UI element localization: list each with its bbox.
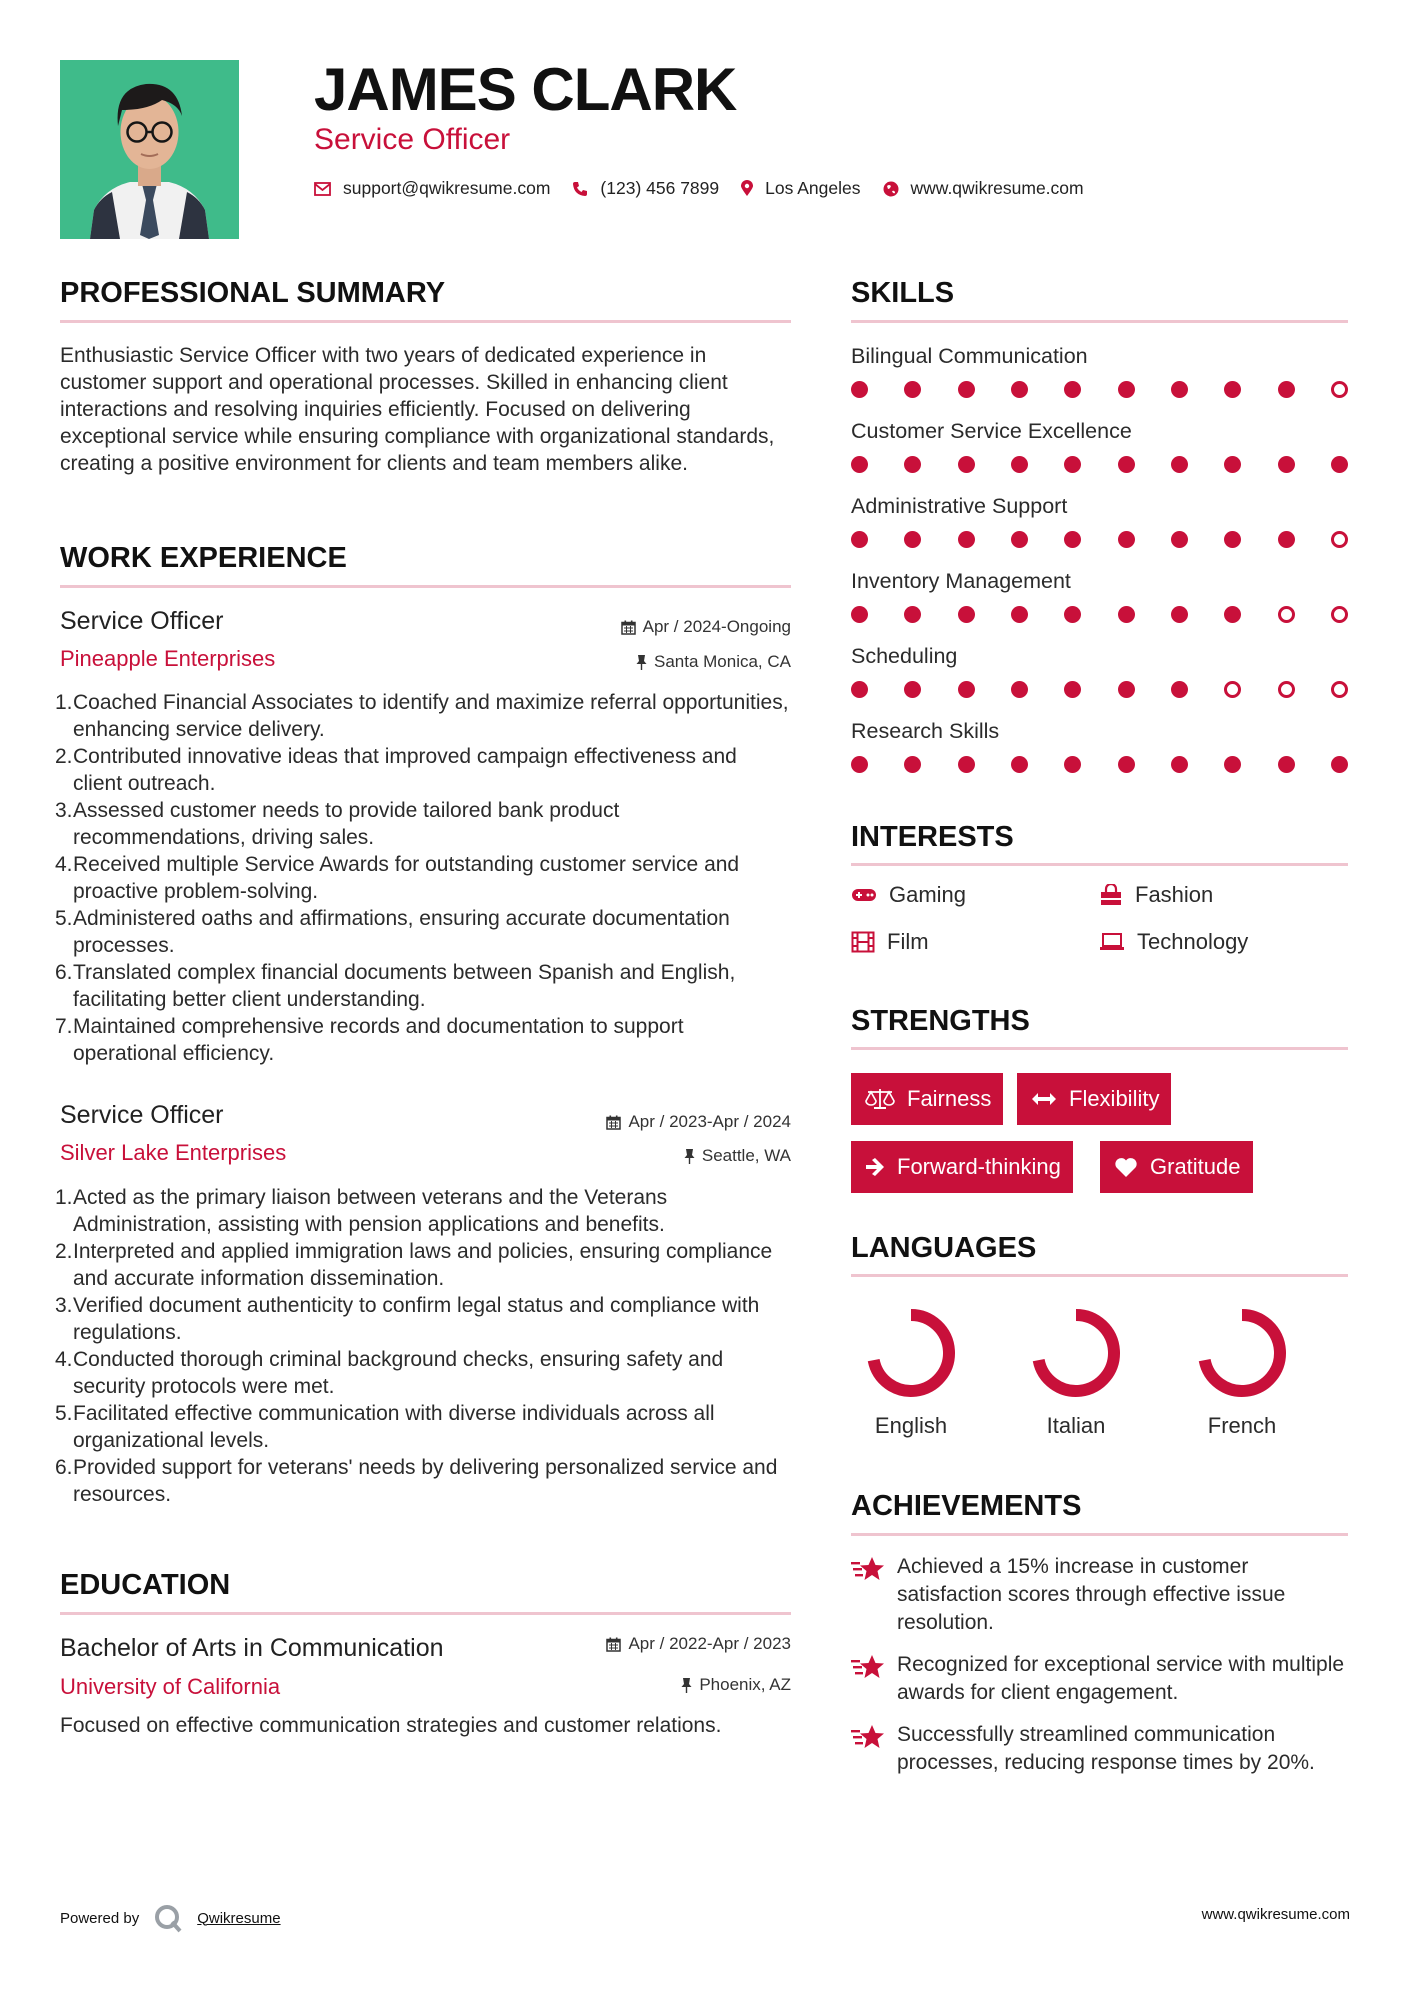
language-ring — [1187, 1298, 1297, 1408]
laptop-icon — [1099, 932, 1125, 952]
interest-gaming — [851, 882, 966, 908]
job-company: Pineapple Enterprises — [60, 646, 276, 671]
arrow-right-icon — [865, 1158, 885, 1176]
skill-dot-filled — [1011, 681, 1028, 698]
skill-dot-filled — [1118, 606, 1135, 623]
shopping-bag-icon — [1099, 884, 1123, 906]
skill-dot-filled — [904, 681, 921, 698]
envelope-icon — [314, 182, 331, 196]
skill-dot-filled — [1278, 381, 1295, 398]
job-dates-text: Apr / 2024-Ongoing — [642, 617, 791, 636]
skill-dot-filled — [1278, 456, 1295, 473]
skill-dot-filled — [1331, 756, 1348, 773]
interest-film — [851, 929, 929, 955]
balance-scale-icon — [865, 1088, 895, 1110]
star-icon — [851, 1553, 887, 1637]
education-location — [520, 1674, 791, 1696]
achievement-item — [851, 1651, 1348, 1707]
language-progress-arc — [1039, 1315, 1114, 1391]
contact-website[interactable]: www.qwikresume.com — [910, 178, 1084, 198]
experience-heading: WORK EXPERIENCE — [60, 542, 347, 574]
skill-dot-empty — [1278, 681, 1295, 698]
job-dates — [520, 616, 791, 638]
qwikresume-logo-icon — [153, 1903, 183, 1933]
interests-heading: INTERESTS — [851, 821, 1014, 853]
skill-label: Research Skills — [851, 719, 1000, 743]
job-title: Service Officer — [60, 607, 224, 635]
skill-rating — [851, 456, 1348, 473]
skill-label: Bilingual Communication — [851, 344, 1088, 368]
skill-dot-empty — [1331, 681, 1348, 698]
strength-label: Gratitude — [1150, 1154, 1241, 1179]
job-dates-text: Apr / 2023-Apr / 2024 — [628, 1112, 791, 1131]
skill-dot-filled — [1171, 381, 1188, 398]
job-location — [520, 651, 791, 673]
contact-phone[interactable]: (123) 456 7899 — [600, 178, 720, 198]
skill-dot-filled — [1171, 756, 1188, 773]
skill-dot-filled — [1118, 381, 1135, 398]
achievements-divider — [851, 1533, 1348, 1536]
powered-by-text: Powered by — [60, 1909, 140, 1927]
skill-dot-filled — [1224, 381, 1241, 398]
strengths-heading: STRENGTHS — [851, 1005, 1030, 1037]
skill-dot-filled — [851, 531, 868, 548]
skill-item — [851, 718, 1348, 793]
skills-list — [851, 343, 1348, 793]
portrait-image — [60, 60, 239, 239]
skill-dot-filled — [1118, 756, 1135, 773]
education-dates-text: Apr / 2022-Apr / 2023 — [628, 1634, 791, 1653]
job-location — [520, 1145, 791, 1167]
skill-dot-filled — [1118, 531, 1135, 548]
skill-dot-filled — [904, 606, 921, 623]
achievement-text: Recognized for exceptional service with multiple awards for client engagement. — [897, 1653, 1345, 1704]
skill-dot-filled — [1278, 531, 1295, 548]
footer-powered-by — [60, 1903, 281, 1933]
strength-forward-thinking — [851, 1141, 1073, 1193]
profile-photo — [60, 60, 239, 239]
interest-label: Technology — [1137, 929, 1249, 954]
skill-dot-filled — [958, 756, 975, 773]
education-dates — [520, 1633, 791, 1655]
list-item: 2. Contributed innovative ideas that improved campaign effectiveness and client outreach. — [55, 745, 737, 795]
skill-dot-filled — [851, 756, 868, 773]
strength-gratitude — [1100, 1141, 1253, 1193]
skill-rating — [851, 531, 1348, 548]
education-location-text: Phoenix, AZ — [699, 1675, 791, 1694]
language-ring — [856, 1298, 966, 1408]
language-label: French — [1207, 1413, 1277, 1438]
skill-dot-filled — [1331, 456, 1348, 473]
language-label: Italian — [1046, 1413, 1106, 1438]
skill-rating — [851, 381, 1348, 398]
skill-label: Customer Service Excellence — [851, 419, 1132, 443]
candidate-title: Service Officer — [314, 123, 511, 156]
candidate-name: JAMES CLARK — [314, 56, 737, 123]
skill-dot-filled — [904, 381, 921, 398]
interests-divider — [851, 863, 1348, 866]
skill-dot-filled — [851, 606, 868, 623]
skill-item — [851, 568, 1348, 643]
languages-heading: LANGUAGES — [851, 1232, 1037, 1264]
skill-dot-filled — [1171, 531, 1188, 548]
list-item: 2. Interpreted and applied immigration laws and policies, ensuring compliance and accurate information dissemination. — [55, 1240, 773, 1290]
strength-label: Fairness — [907, 1086, 992, 1111]
strength-flexibility — [1017, 1073, 1171, 1125]
contact-email[interactable]: support@qwikresume.com — [343, 178, 551, 198]
skill-dot-filled — [1224, 456, 1241, 473]
skill-dot-empty — [1331, 531, 1348, 548]
pushpin-icon — [681, 1677, 692, 1693]
phone-icon — [572, 181, 588, 197]
pushpin-icon — [684, 1148, 695, 1164]
calendar-icon — [621, 620, 636, 635]
skill-dot-filled — [1224, 606, 1241, 623]
job-location-text: Seattle, WA — [701, 1146, 791, 1165]
list-item: 4. Conducted thorough criminal background checks, ensuring safety and security protocols were met. — [55, 1348, 724, 1398]
list-item: 7. Maintained comprehensive records and documentation to support operational efficiency. — [55, 1015, 684, 1065]
skill-dot-filled — [1011, 606, 1028, 623]
language-label: English — [874, 1413, 948, 1438]
pushpin-icon — [636, 654, 647, 670]
calendar-icon — [606, 1637, 621, 1652]
languages-divider — [851, 1274, 1348, 1277]
skill-dot-filled — [1171, 606, 1188, 623]
achievements-heading: ACHIEVEMENTS — [851, 1490, 1082, 1522]
job-title: Service Officer — [60, 1101, 224, 1129]
skill-item — [851, 418, 1348, 493]
language-progress-arc — [1205, 1315, 1280, 1391]
list-item: 1. Coached Financial Associates to identify and maximize referral opportunities, enhancing service delivery. — [55, 691, 789, 741]
skill-dot-empty — [1224, 681, 1241, 698]
contact-location: Los Angeles — [765, 178, 861, 198]
skill-dot-filled — [1011, 756, 1028, 773]
strength-fairness — [851, 1073, 1003, 1125]
achievement-item — [851, 1721, 1348, 1777]
skill-item — [851, 343, 1348, 418]
experience-divider — [60, 585, 791, 588]
gamepad-icon — [851, 887, 877, 903]
film-icon — [851, 931, 875, 953]
skill-dot-filled — [904, 456, 921, 473]
list-item: 5. Facilitated effective communication with diverse individuals across all organizational levels. — [55, 1402, 715, 1452]
skill-item — [851, 643, 1348, 718]
skill-dot-filled — [851, 381, 868, 398]
summary-heading: PROFESSIONAL SUMMARY — [60, 277, 446, 309]
skill-dot-filled — [1064, 606, 1081, 623]
arrows-horizontal-icon — [1031, 1092, 1057, 1106]
job-dates — [520, 1111, 791, 1133]
skill-dot-filled — [1011, 531, 1028, 548]
skill-dot-filled — [1118, 456, 1135, 473]
skill-dot-filled — [1011, 456, 1028, 473]
skill-dot-filled — [958, 381, 975, 398]
skill-dot-filled — [1224, 531, 1241, 548]
interest-fashion — [1099, 882, 1213, 908]
skill-dot-filled — [958, 456, 975, 473]
skill-dot-filled — [958, 606, 975, 623]
star-icon — [851, 1651, 887, 1707]
list-item: 5. Administered oaths and affirmations, ensuring accurate documentation processes. — [55, 907, 730, 957]
skill-dot-filled — [1118, 681, 1135, 698]
strength-label: Forward-thinking — [897, 1154, 1061, 1179]
education-heading: EDUCATION — [60, 1569, 231, 1601]
language-progress-arc — [874, 1315, 949, 1391]
calendar-icon — [606, 1115, 621, 1130]
heart-icon — [1114, 1157, 1138, 1178]
skill-dot-filled — [1064, 756, 1081, 773]
skill-dot-filled — [1064, 456, 1081, 473]
list-item: 6. Translated complex financial documents between Spanish and English, facilitating better client understanding. — [55, 961, 736, 1011]
skill-label: Administrative Support — [851, 494, 1068, 518]
strength-label: Flexibility — [1069, 1086, 1160, 1111]
skills-heading: SKILLS — [851, 277, 955, 309]
job-bullets — [55, 689, 791, 1067]
skill-label: Scheduling — [851, 644, 958, 668]
skill-dot-filled — [1064, 381, 1081, 398]
achievement-text: Successfully streamlined communication processes, reducing response times by 20%. — [897, 1723, 1315, 1774]
list-item: 3. Verified document authenticity to confirm legal status and compliance with regulations. — [55, 1294, 760, 1344]
achievement-text: Achieved a 15% increase in customer satisfaction scores through effective issue resolution. — [897, 1555, 1286, 1634]
interest-technology — [1099, 929, 1248, 955]
globe-icon — [883, 181, 899, 197]
contact-bar — [314, 178, 1106, 199]
skill-rating — [851, 606, 1348, 623]
skill-dot-empty — [1278, 606, 1295, 623]
skill-dot-filled — [1224, 756, 1241, 773]
footer-website[interactable]: www.qwikresume.com — [1201, 1906, 1350, 1923]
skill-dot-filled — [958, 681, 975, 698]
language-italian — [1016, 1298, 1136, 1439]
skill-rating — [851, 756, 1348, 773]
star-icon — [851, 1721, 887, 1777]
achievements-list — [851, 1553, 1348, 1777]
job-company: Silver Lake Enterprises — [60, 1140, 287, 1165]
qwikresume-link[interactable]: Qwikresume — [197, 1909, 281, 1927]
language-french — [1182, 1298, 1302, 1439]
skills-divider — [851, 320, 1348, 323]
list-item: 4. Received multiple Service Awards for outstanding customer service and proactive problem-solving. — [55, 853, 740, 903]
education-description: Focused on effective communication strategies and customer relations. — [60, 1714, 722, 1737]
summary-text: Enthusiastic Service Officer with two years of dedicated experience in customer support and operational processes. Skilled in enhancing client interactions and resolving inquiries efficiently. Focused on delivering exceptional service while ensuring compliance with organizational standards, creating a positive environment for clients and team members alike. — [60, 344, 775, 475]
skill-dot-filled — [1171, 681, 1188, 698]
school-name: University of California — [60, 1674, 281, 1699]
language-ring — [1021, 1298, 1131, 1408]
strengths-divider — [851, 1047, 1348, 1050]
summary-divider — [60, 320, 791, 323]
skill-dot-filled — [958, 531, 975, 548]
interest-label: Gaming — [889, 882, 967, 907]
skill-label: Inventory Management — [851, 569, 1071, 593]
skill-rating — [851, 681, 1348, 698]
degree-title: Bachelor of Arts in Communication — [60, 1634, 444, 1662]
skill-dot-filled — [851, 456, 868, 473]
interest-label: Fashion — [1135, 882, 1214, 907]
list-item: 6. Provided support for veterans' needs by delivering personalized service and resources. — [55, 1456, 778, 1506]
skill-dot-filled — [1278, 756, 1295, 773]
achievement-item — [851, 1553, 1348, 1637]
skill-dot-filled — [851, 681, 868, 698]
language-english — [851, 1298, 971, 1439]
job-bullets — [55, 1184, 791, 1508]
skill-dot-filled — [1011, 381, 1028, 398]
skill-dot-filled — [904, 531, 921, 548]
job-location-text: Santa Monica, CA — [653, 652, 791, 671]
education-divider — [60, 1612, 791, 1615]
skill-dot-empty — [1331, 381, 1348, 398]
skill-dot-filled — [1064, 531, 1081, 548]
skill-dot-empty — [1331, 606, 1348, 623]
skill-dot-filled — [1171, 456, 1188, 473]
list-item: 3. Assessed customer needs to provide tailored bank product recommendations, driving sales. — [55, 799, 620, 849]
interest-label: Film — [887, 929, 929, 954]
list-item: 1. Acted as the primary liaison between veterans and the Veterans Administration, assisting with pension applications and benefits. — [55, 1186, 668, 1236]
skill-dot-filled — [1064, 681, 1081, 698]
skill-item — [851, 493, 1348, 568]
map-marker-icon — [741, 180, 753, 197]
skill-dot-filled — [904, 756, 921, 773]
